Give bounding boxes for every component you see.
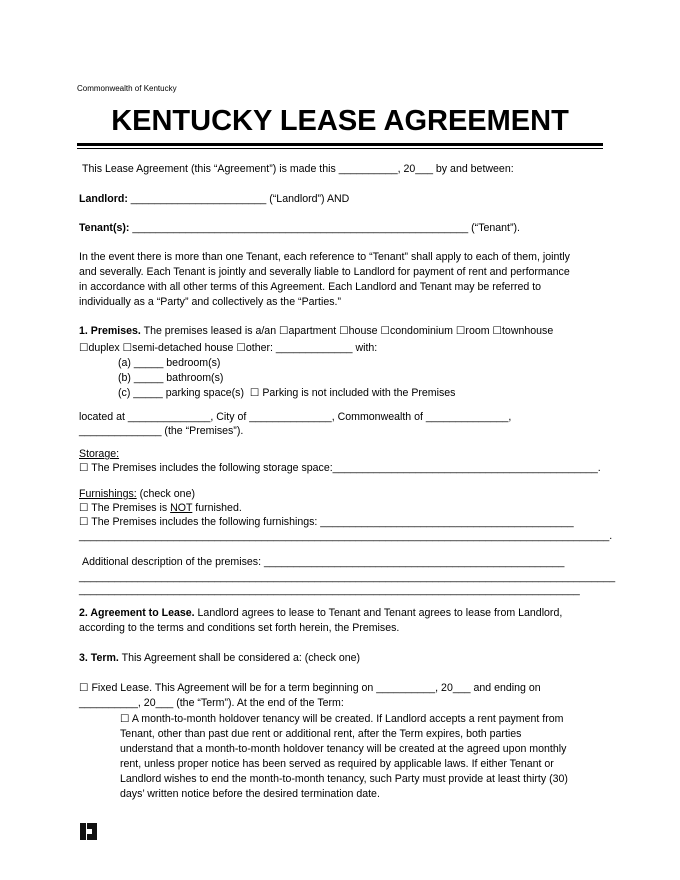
agreement-to-lease-line xyxy=(79,607,562,620)
tenant-blank: _________________________________________________________ (“Tenant”). xyxy=(129,222,520,234)
intro-line: This Lease Agreement (this “Agreement”) is made this __________, 20___ by and between: xyxy=(82,163,514,175)
storage-line: ☐ The Premises includes the following storage space:_____________________________________________. xyxy=(79,462,601,474)
term-line xyxy=(79,652,360,665)
term-text: This Agreement shall be considered a: (check one) xyxy=(118,652,361,664)
landlord-blank: _______________________ (“Landlord”) AND xyxy=(127,193,350,205)
premises-types-line2: ☐duplex ☐semi-detached house ☐other: _____________ with: xyxy=(79,342,378,354)
title-rule-thin xyxy=(77,148,603,149)
furnishings-heading: Furnishings: xyxy=(79,488,137,500)
tenant-label: Tenant(s): xyxy=(79,222,130,234)
fixed-lease-line: __________, 20___ (the “Term”). At the end of the Term: xyxy=(79,697,344,709)
landlord-line xyxy=(79,193,349,206)
holdover-line: Tenant, other than past due rent or additional rent, after the Term expires, both parties xyxy=(120,728,522,740)
furnishings-not-pre: ☐ The Premises is xyxy=(79,502,171,514)
furnishings-list-line: __________________________________________________________________________________________. xyxy=(79,530,613,542)
premises-bedrooms: (a) _____ bedroom(s) xyxy=(118,357,221,369)
furnishings-heading-line xyxy=(79,488,195,501)
holdover-line: understand that a month-to-month holdover tenancy will be created at the agreed upon monthly xyxy=(120,743,567,755)
agreement-to-lease-heading: 2. Agreement to Lease. xyxy=(79,607,195,619)
premises-line xyxy=(79,325,553,338)
joint-clause-line: individually as a “Party” and collectively as the “Parties.” xyxy=(79,296,342,308)
premises-bathrooms: (b) _____ bathroom(s) xyxy=(118,372,224,384)
furnishings-list-line: ☐ The Premises includes the following furnishings: ___________________________________________ xyxy=(79,516,574,528)
publisher-logo-icon xyxy=(80,823,97,840)
furnishings-note: (check one) xyxy=(136,488,195,500)
agreement-to-lease-line2: according to the terms and conditions set forth herein, the Premises. xyxy=(79,622,400,634)
premises-types: The premises leased is a/an ☐apartment ☐house ☐condominium ☐room ☐townhouse xyxy=(140,325,554,337)
document-title: KENTUCKY LEASE AGREEMENT xyxy=(111,105,569,137)
additional-description-line: _____________________________________________________________________________________ xyxy=(79,584,580,596)
joint-clause-line: and severally. Each Tenant is jointly and severally liable to Landlord for payment of rent and performance xyxy=(79,266,570,278)
holdover-line: ☐ A month-to-month holdover tenancy will be created. If Landlord accepts a rent payment from xyxy=(120,713,564,725)
premises-location-line: located at ______________, City of ______________, Commonwealth of ______________, xyxy=(79,411,512,423)
tenant-line xyxy=(79,222,520,235)
premises-parking: (c) _____ parking space(s) ☐ Parking is not included with the Premises xyxy=(118,387,456,399)
agreement-to-lease-text: Landlord agrees to lease to Tenant and Tenant agrees to lease from Landlord, xyxy=(194,607,563,619)
fixed-lease-line: ☐ Fixed Lease. This Agreement will be for a term beginning on __________, 20___ and ending on xyxy=(79,682,541,694)
landlord-label: Landlord: xyxy=(79,193,128,205)
joint-clause-line: in accordance with all other terms of this Agreement. Each Landlord and Tenant may be referred to xyxy=(79,281,542,293)
premises-location-line: ______________ (the “Premises”). xyxy=(79,425,244,437)
furnishings-not-post: furnished. xyxy=(192,502,242,514)
storage-heading: Storage: xyxy=(79,448,120,460)
term-heading: 3. Term. xyxy=(79,652,119,664)
additional-description-line: Additional description of the premises: ___________________________________________________ xyxy=(82,556,565,568)
additional-description-line: ___________________________________________________________________________________________ xyxy=(79,571,616,583)
title-rule-thick xyxy=(77,143,603,146)
holdover-line: rent, unless proper notice has been served as required by applicable laws. If either Tenant or xyxy=(120,758,554,770)
furnishings-not-line xyxy=(79,502,242,515)
joint-clause-line: In the event there is more than one Tenant, each reference to “Tenant” shall apply to each of them, jointly xyxy=(79,251,570,263)
jurisdiction-label: Commonwealth of Kentucky xyxy=(77,84,177,93)
holdover-line: Landlord wishes to end the month-to-month tenancy, such Party must provide at least thirty (30) xyxy=(120,773,568,785)
premises-heading: 1. Premises. xyxy=(79,325,141,337)
furnishings-not-word: NOT xyxy=(170,502,193,514)
holdover-line: days’ written notice before the desired termination date. xyxy=(120,788,380,800)
